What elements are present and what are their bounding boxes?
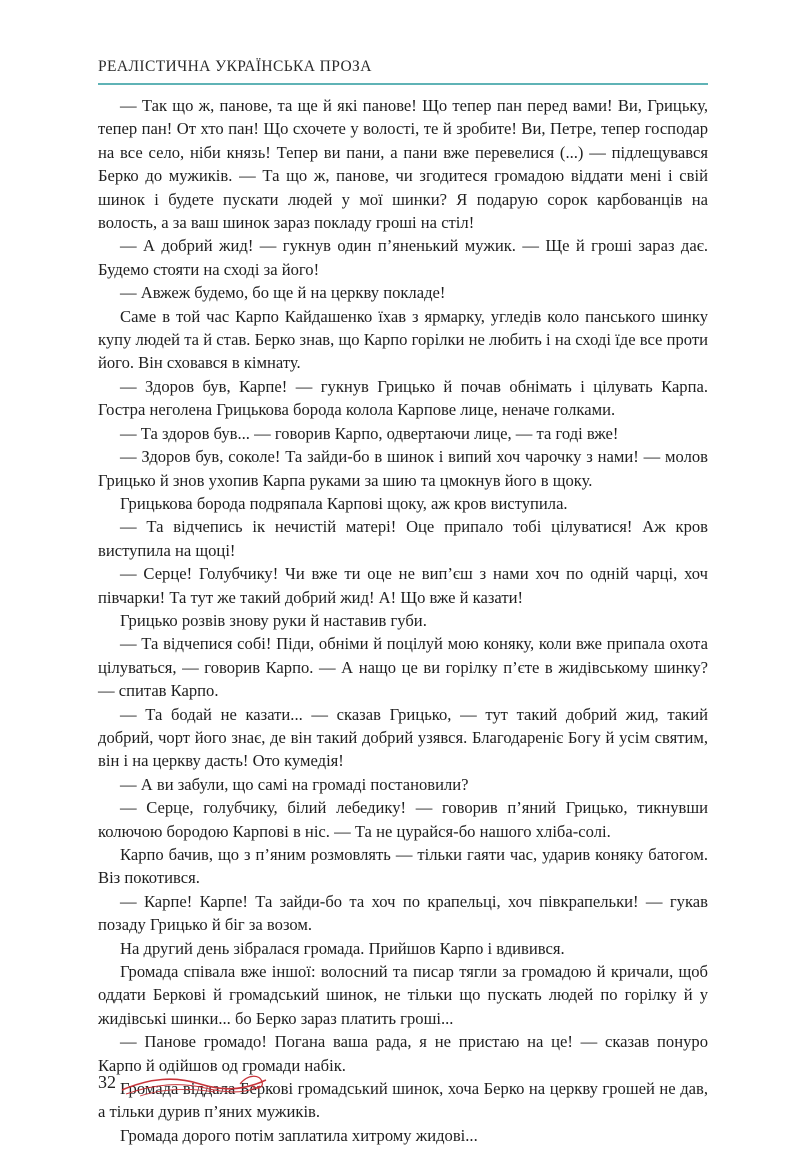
page-footer bbox=[98, 1066, 298, 1106]
paragraph: — А ви забули, що самі на громаді постановили? bbox=[120, 774, 469, 794]
paragraph: Громада віддала Беркові громадський шинок, хоча Берко на церкву грошей не дав, а тільки дурив п’яних мужиків. bbox=[98, 1079, 708, 1122]
article-body bbox=[98, 94, 708, 1147]
red-flourish-icon bbox=[120, 1068, 270, 1102]
page-number: 32 bbox=[98, 1072, 116, 1092]
paragraph: Грицько розвів знову руки й наставив губи. bbox=[120, 610, 427, 630]
paragraph: — А добрий жид! — гукнув один п’яненький мужик. — Ще й гроші зараз дає. Будемо стояти на сході за його! bbox=[98, 236, 708, 279]
paragraph: Громада співала вже іншої: волосний та писар тягли за громадою й кричали, щоб оддати Беркові й громадський шинок, не тільки що пускать людей по горілку й у жидівські шинки... бо Берко зараз платить гроші... bbox=[98, 962, 708, 1028]
paragraph: — Та здоров був... — говорив Карпо, одвертаючи лице, — та годі вже! bbox=[120, 423, 619, 443]
paragraph: — Та відчепися собі! Піди, обніми й поцілуй мою коняку, коли вже припала охота цілуваться, — говорив Карпо. — А нащо це ви горілку п’єте в жидівському шинку? — спитав Карпо. bbox=[98, 634, 708, 701]
paragraph: — Карпе! Карпе! Та зайди-бо та хоч по крапельці, хоч півкрапельки! — гукав позаду Грицько й біг за возом. bbox=[98, 891, 708, 935]
paragraph: — Серце, голубчику, білий лебедику! — говорив п’яний Грицько, тикнувши колючою бородою Карпові в ніс. — Та не цурайся-бо нашого хліба-солі. bbox=[98, 798, 708, 841]
header-divider bbox=[98, 83, 708, 85]
paragraph: — Здоров був, соколе! Та зайди-бо в шинок і випий хоч чарочку з нами! — молов Грицько й знов ухопив Карпа руками за шию та цмокнув його в щоку. bbox=[98, 447, 708, 490]
paragraph: — Серце! Голубчику! Чи вже ти оце не вип’єш з нами хоч по одній чарці, хоч півчарки! Та тут же такий добрий жид! А! Що вже й казати! bbox=[98, 564, 708, 607]
paragraph: — Здоров був, Карпе! — гукнув Грицько й почав обнімать і цілувать Карпа. Гостра неголена Грицькова борода колола Карпове лице, неначе голками. bbox=[98, 376, 708, 420]
running-header: РЕАЛІСТИЧНА УКРАЇНСЬКА ПРОЗА bbox=[98, 58, 372, 75]
paragraph: — Так що ж, панове, та ще й які панове! Що тепер пан перед вами! Ви, Грицьку, тепер пан! От хто пан! Що схочете у волості, те й зробите! Ви, Петре, тепер господар на все село, ніби князь! Тепер ви пани, а пани вже перевелися (...) — підлещувався Берко до мужиків. — Та що ж, панове, чи згодитеся громадою віддати мені і свій шинок і будете пускати людей у мої шинки? Я подарую сорок карбованців на волость, а за ваш шинок зараз покладу гроші на стіл! bbox=[98, 96, 708, 233]
paragraph: — Та відчепись ік нечистій матері! Оце припало тобі цілуватися! Аж кров виступила на щоці! bbox=[98, 517, 708, 560]
paragraph: — Панове громадо! Погана ваша рада, я не пристаю на це! — сказав понуро Карпо й одійшов од громади набік. bbox=[98, 1032, 708, 1075]
paragraph: — Та бодай не казати... — сказав Грицько, — тут такий добрий жид, такий добрий, чорт його знає, де він такий добрий узявся. Благодареніє Богу й усім святим, він і на церкву дасть! Ото кумедія! bbox=[98, 704, 708, 771]
paragraph: Саме в той час Карпо Кайдашенко їхав з ярмарку, угледів коло панського шинку купу людей та й став. Берко знав, що Карпо горілки не любить і на сході їде все проти його. Він сховався в кімнату. bbox=[98, 306, 708, 373]
paragraph: На другий день зібралася громада. Прийшов Карпо і вдивився. bbox=[120, 938, 565, 958]
paragraph: Громада дорого потім заплатила хитрому жидові... bbox=[120, 1125, 478, 1145]
paragraph: Грицькова борода подряпала Карпові щоку, аж кров виступила. bbox=[120, 493, 568, 513]
paragraph: Карпо бачив, що з п’яним розмовлять — тільки гаяти час, ударив коняку батогом. Віз покотився. bbox=[98, 845, 708, 888]
paragraph: — Авжеж будемо, бо ще й на церкву покладе! bbox=[120, 283, 446, 303]
